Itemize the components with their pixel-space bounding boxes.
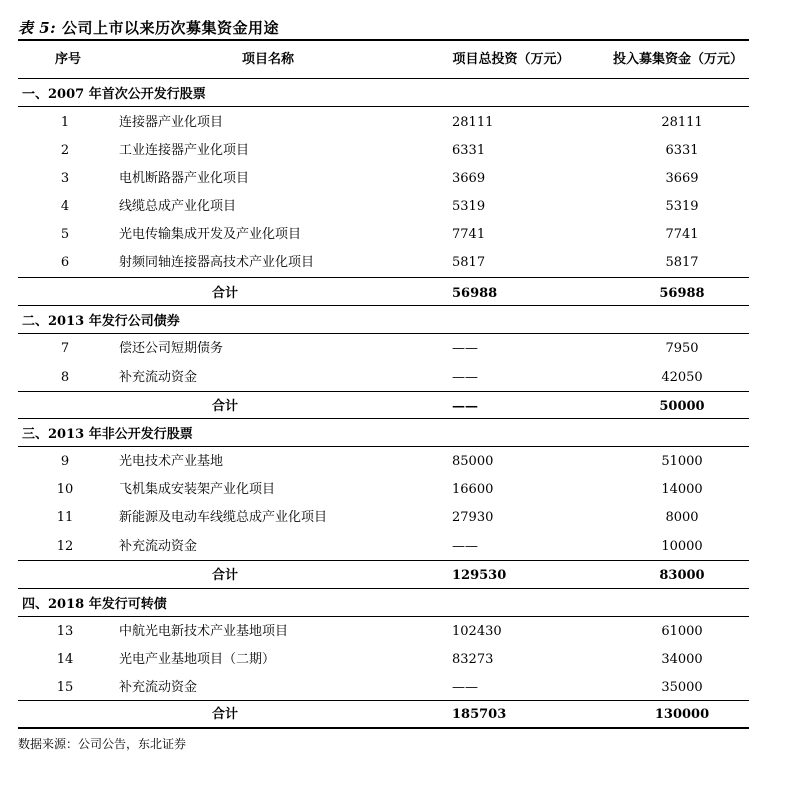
row-total-investment: 85000 xyxy=(452,454,494,469)
table-caption-title: 公司上市以来历次募集资金用途 xyxy=(61,19,279,37)
row-raised-funds: 42050 xyxy=(661,370,703,385)
row-total-investment: 83273 xyxy=(452,652,494,667)
section-heading xyxy=(18,80,749,106)
row-raised-funds: 8000 xyxy=(665,510,699,525)
row-project-name: 光电技术产业基地 xyxy=(119,454,224,469)
row-index: 12 xyxy=(56,539,74,554)
header-index: 序号 xyxy=(54,52,81,67)
row-index: 4 xyxy=(60,199,70,214)
subtotal-raised-funds: 56988 xyxy=(659,286,705,301)
section-divider xyxy=(18,305,749,306)
row-total-investment: 16600 xyxy=(452,482,494,497)
row-raised-funds: 28111 xyxy=(661,115,703,130)
row-raised-funds: 7950 xyxy=(665,341,699,356)
table-row xyxy=(18,532,749,560)
header-project-name: 项目名称 xyxy=(241,52,294,67)
subtotal-label: 合计 xyxy=(211,399,238,414)
row-total-investment: 28111 xyxy=(452,115,494,130)
subtotal-divider xyxy=(18,277,749,278)
row-raised-funds: 14000 xyxy=(661,482,703,497)
data-source-note: 数据来源：公司公告，东北证券 xyxy=(18,737,187,751)
row-project-name: 光电传输集成开发及产业化项目 xyxy=(119,227,302,242)
section-title: 一、2007 年首次公开发行股票 xyxy=(22,87,206,102)
row-total-investment: —— xyxy=(452,370,478,385)
subtotal-row xyxy=(18,561,749,589)
table-row xyxy=(18,136,749,164)
row-raised-funds: 6331 xyxy=(665,143,699,158)
row-total-investment: —— xyxy=(452,680,478,695)
section-heading xyxy=(18,590,749,616)
section-divider xyxy=(18,418,749,419)
row-index: 13 xyxy=(56,624,74,639)
table-row xyxy=(18,617,749,645)
row-project-name: 补充流动资金 xyxy=(119,680,198,695)
row-index: 5 xyxy=(60,227,70,242)
row-project-name: 工业连接器产业化项目 xyxy=(119,143,250,158)
row-project-name: 射频同轴连接器高技术产业化项目 xyxy=(119,255,315,270)
table-row xyxy=(18,645,749,673)
row-project-name: 补充流动资金 xyxy=(119,539,198,554)
row-index: 14 xyxy=(56,652,74,667)
row-total-investment: 3669 xyxy=(452,171,486,186)
table-caption xyxy=(18,17,279,38)
header-total-investment: 项目总投资（万元） xyxy=(452,52,570,67)
subtotal-total-investment: 185703 xyxy=(452,707,507,722)
section-title: 三、2013 年非公开发行股票 xyxy=(22,427,193,442)
row-project-name: 飞机集成安装架产业化项目 xyxy=(119,482,276,497)
table-bottom-rule xyxy=(18,727,749,729)
row-project-name: 新能源及电动车线缆总成产业化项目 xyxy=(119,510,328,525)
header-raised-funds: 投入募集资金（万元） xyxy=(612,52,743,67)
subtotal-row xyxy=(18,392,749,420)
subtotal-raised-funds: 83000 xyxy=(659,568,705,583)
table-row xyxy=(18,334,749,362)
table-row xyxy=(18,447,749,475)
row-project-name: 偿还公司短期债务 xyxy=(119,341,224,356)
row-index: 3 xyxy=(60,171,70,186)
row-total-investment: 5319 xyxy=(452,199,486,214)
table-row xyxy=(18,164,749,192)
subtotal-total-investment: 56988 xyxy=(452,286,498,301)
table-row xyxy=(18,248,749,276)
row-raised-funds: 10000 xyxy=(661,539,703,554)
row-index: 8 xyxy=(60,370,70,385)
row-index: 1 xyxy=(60,115,70,130)
table-row xyxy=(18,673,749,701)
row-index: 7 xyxy=(60,341,70,356)
row-total-investment: 7741 xyxy=(452,227,486,242)
section-title: 四、2018 年发行可转债 xyxy=(22,597,167,612)
row-project-name: 电机断路器产业化项目 xyxy=(119,171,250,186)
subtotal-raised-funds: 50000 xyxy=(659,399,705,414)
row-total-investment: 102430 xyxy=(452,624,502,639)
subtotal-total-investment: —— xyxy=(452,399,478,414)
row-total-investment: 27930 xyxy=(452,510,494,525)
table-row xyxy=(18,475,749,503)
row-index: 11 xyxy=(56,510,74,525)
row-raised-funds: 61000 xyxy=(661,624,703,639)
table-caption-prefix: 表 5: xyxy=(18,19,57,37)
section-divider xyxy=(18,588,749,589)
row-index: 15 xyxy=(56,680,74,695)
subtotal-label: 合计 xyxy=(211,568,238,583)
row-total-investment: 5817 xyxy=(452,255,486,270)
header-divider xyxy=(18,78,749,79)
subtotal-total-investment: 129530 xyxy=(452,568,507,583)
row-project-name: 连接器产业化项目 xyxy=(119,115,224,130)
row-total-investment: —— xyxy=(452,341,478,356)
table-row xyxy=(18,503,749,531)
row-raised-funds: 5817 xyxy=(665,255,699,270)
row-raised-funds: 7741 xyxy=(665,227,699,242)
section-title: 二、2013 年发行公司债券 xyxy=(22,314,180,329)
table-header-row xyxy=(18,41,749,77)
row-raised-funds: 51000 xyxy=(661,454,703,469)
section-heading xyxy=(18,307,749,333)
table-row xyxy=(18,192,749,220)
row-index: 2 xyxy=(60,143,70,158)
subtotal-label: 合计 xyxy=(211,286,238,301)
row-total-investment: —— xyxy=(452,539,478,554)
subtotal-row xyxy=(18,279,749,307)
table-row xyxy=(18,220,749,248)
table-row xyxy=(18,108,749,136)
subtotal-raised-funds: 130000 xyxy=(654,707,710,722)
section-divider xyxy=(18,106,749,107)
row-project-name: 光电产业基地项目（二期） xyxy=(119,652,276,667)
row-raised-funds: 34000 xyxy=(661,652,703,667)
subtotal-row xyxy=(18,700,749,728)
row-total-investment: 6331 xyxy=(452,143,486,158)
row-project-name: 中航光电新技术产业基地项目 xyxy=(119,624,289,639)
row-index: 10 xyxy=(56,482,74,497)
row-raised-funds: 3669 xyxy=(665,171,699,186)
row-project-name: 线缆总成产业化项目 xyxy=(119,199,237,214)
subtotal-label: 合计 xyxy=(211,707,238,722)
row-raised-funds: 5319 xyxy=(665,199,699,214)
row-index: 6 xyxy=(60,255,70,270)
row-project-name: 补充流动资金 xyxy=(119,370,198,385)
section-heading xyxy=(18,420,749,446)
table-row xyxy=(18,363,749,391)
row-index: 9 xyxy=(60,454,70,469)
row-raised-funds: 35000 xyxy=(661,680,703,695)
